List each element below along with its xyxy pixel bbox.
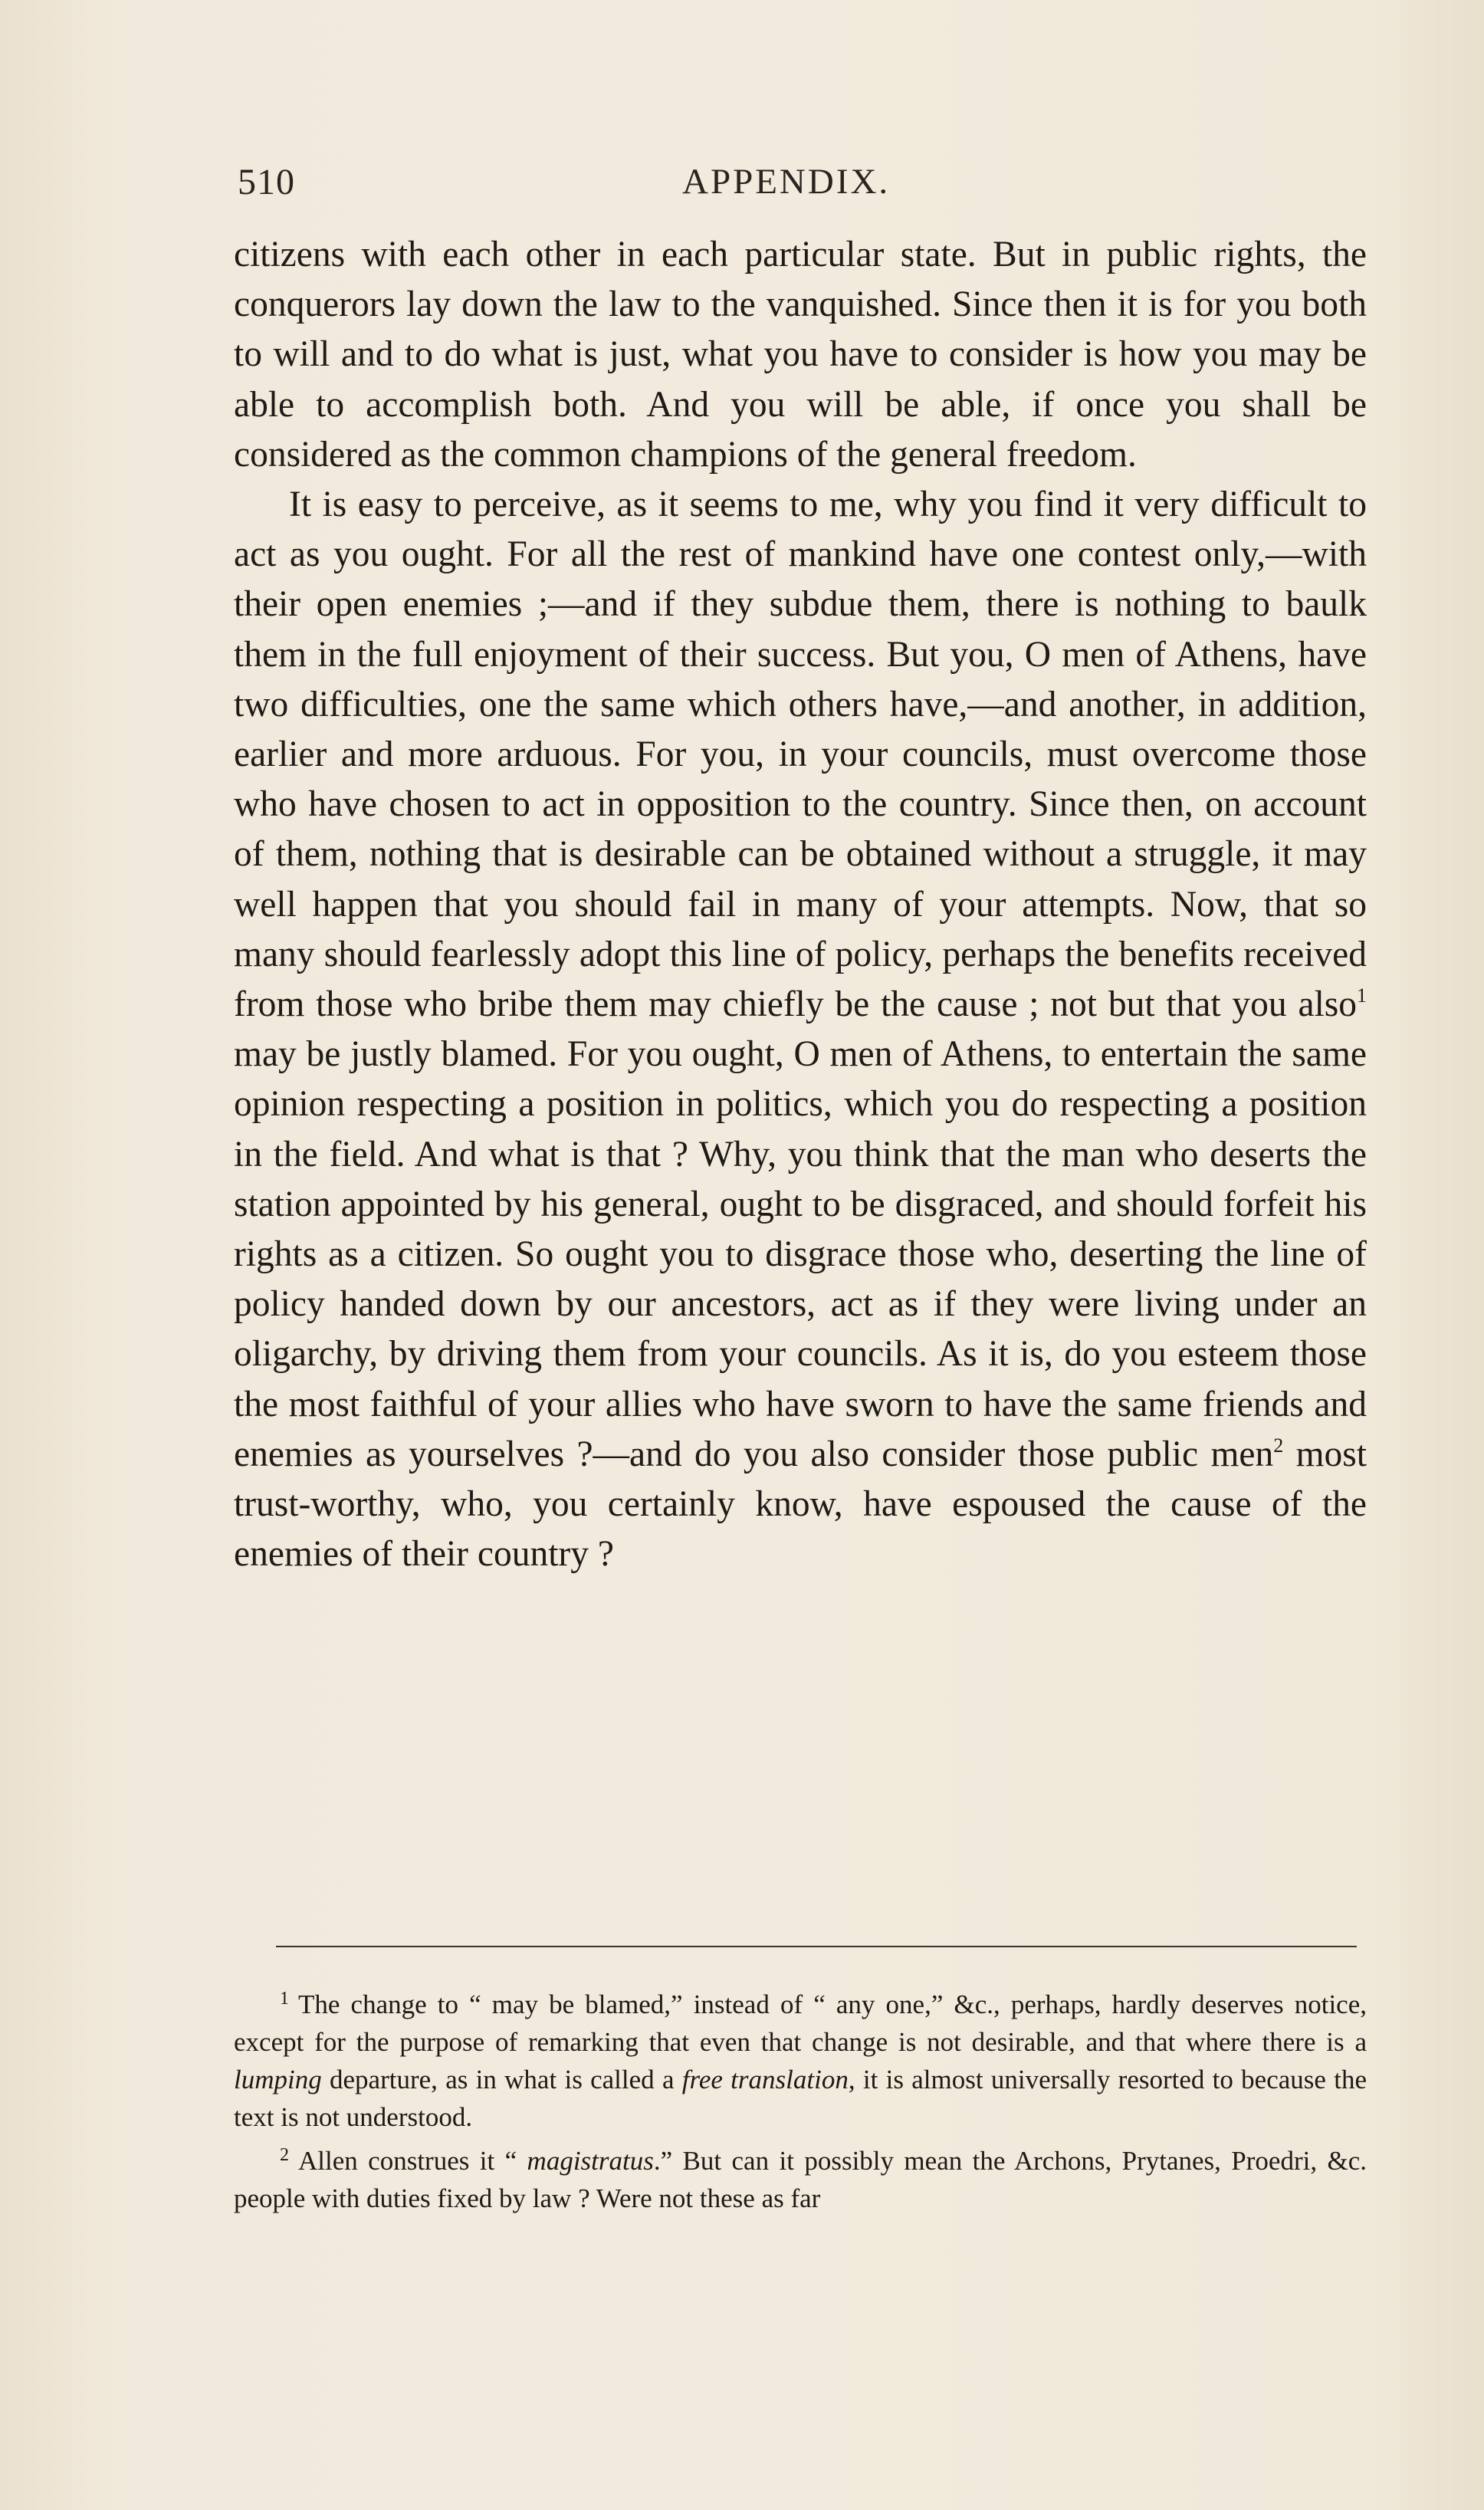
paragraph-text: It is easy to perceive, as it seems to me, why you find it very difficult to act as you ought. For all the rest of mankind have one contest only,—with their open enemies ;—and if they subdue them, there is nothing to baulk them in the full enjoyment of their success. But you, O men of Athens, have two difficulties, one the same which others have,—and another, in addition, earlier and more arduous. For you, in your councils, must overcome those who have chosen to act in opposition to the country. Since then, on account of them, nothing that is desirable can be obtained without a struggle, it may well happen that you should fail in many of your attempts. Now, that so many should fearlessly adopt this line of policy, perhaps the benefits received from those who bribe them may chiefly be the cause ; not but that you also — [234, 485, 1367, 1025]
footnote-text: Allen construes it “ — [298, 2146, 527, 2176]
footnote-text: departure, as in what is called a — [321, 2065, 682, 2094]
footnote-divider — [276, 1946, 1357, 1947]
footnote-mark: 1 — [280, 1989, 289, 2009]
running-title: APPENDIX. — [682, 162, 891, 202]
footnote-2 — [234, 2142, 1367, 2217]
paragraph-text: may be justly blamed. For you ought, O men of Athens, to entertain the same opinion respecting a position in politics, which you do respecting a position in the field. And what is that ? Why, you think that the man who deserts the station appointed by his general, ought to be disgraced, and should forfeit his rights as a citizen. So ought you to disgrace those who, deserting the line of policy handed down by our ancestors, act as if they were living under an oligarchy, by driving them from your councils. As it is, do you esteem those the most faithful of your allies who have sworn to have the same friends and enemies as yourselves ?—and do you also consider those public men — [234, 1034, 1367, 1474]
footnote-italic: magistratus — [527, 2146, 654, 2176]
footnote-text: , it is almost universally resorted to because the text is not understood. — [234, 2065, 1367, 2132]
footnote-text: .” But can it possibly mean the Archons, Prytanes, Proedri, &c. people with duties fixed by law ? Were not these as far — [234, 2146, 1367, 2213]
footnote-text: The change to “ may be blamed,” instead of “ any one,” &c., perhaps, hardly deserves notice, except for the purpose of remarking that even that change is not desirable, and that where there is a — [234, 1989, 1367, 2057]
running-head — [230, 161, 1280, 207]
footnote-1 — [234, 1986, 1367, 2136]
footnote-reference-2[interactable]: 2 — [1273, 1434, 1284, 1457]
page-number: 510 — [238, 162, 295, 202]
footnote-italic: free translation — [681, 2065, 849, 2094]
footnote-italic: lumping — [234, 2065, 322, 2094]
paragraph-text: most trust-worthy, who, you certainly know, have espoused the cause of the enemies of their country ? — [234, 1434, 1367, 1575]
paragraph — [234, 480, 1367, 1579]
footnote-reference-1[interactable]: 1 — [1357, 984, 1367, 1007]
footnote-mark: 2 — [280, 2145, 289, 2165]
body-text — [234, 230, 1367, 1579]
footnotes — [234, 1986, 1367, 2217]
paragraph-continued — [234, 230, 1367, 480]
paragraph-text: citizens with each other in each particular state. But in public rights, the conquerors lay down the law to the vanquished. Since then it is for you both to will and to do what is just, what you have to consider is how you may be able to accomplish both. And you will be able, if once you shall be considered as the common champions of the general freedom. — [234, 235, 1367, 475]
